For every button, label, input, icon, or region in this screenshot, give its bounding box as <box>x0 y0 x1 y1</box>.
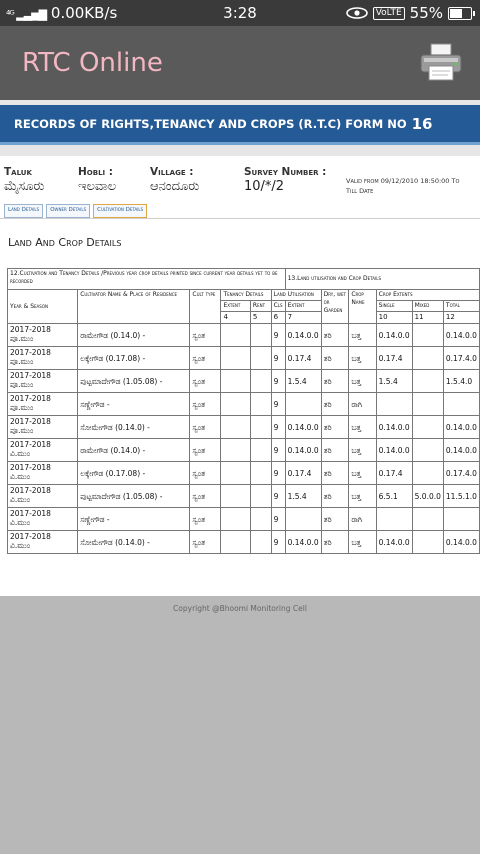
tenancy-extent-cell <box>221 439 250 462</box>
col-single: Single <box>376 301 412 312</box>
cultivator-cell: ಲಕ್ಕೇಗೌಡ (0.17.08) - <box>78 347 190 370</box>
season-text: ವಿ.ಮುಂ <box>10 472 31 481</box>
extent-cell: 1.5.4 <box>285 485 321 508</box>
year-season-cell <box>8 393 78 416</box>
section-title: Land And Crop Details <box>8 236 122 249</box>
hobli-block <box>78 166 116 194</box>
record-info <box>4 166 480 206</box>
battery-icon <box>448 7 472 20</box>
single-cell <box>376 508 412 531</box>
season-text: ವಿ.ಮುಂ <box>10 518 31 527</box>
tab-owner-details[interactable]: Owner Details <box>46 204 90 218</box>
extent-cell <box>285 508 321 531</box>
season-text: ವಿ.ಮುಂ <box>10 495 31 504</box>
col-extent-2: Extent <box>285 301 321 312</box>
extent-cell: 1.5.4 <box>285 370 321 393</box>
crop-name-cell: ಬತ್ತ <box>349 462 376 485</box>
dry-wet-cell: ತರಿ <box>321 370 349 393</box>
crop-name-cell: ರಾಗಿ <box>349 508 376 531</box>
detail-tabs <box>4 204 147 218</box>
rent-cell <box>250 531 271 554</box>
col-cultivator <box>78 290 190 324</box>
col-num: 4 <box>221 312 250 324</box>
cultivator-cell: ಸೋಮೇಗೌಡ (0.14.0) - <box>78 531 190 554</box>
season-text: ಪೂ.ಮುಂ <box>10 403 34 412</box>
total-cell: 0.14.0.0 <box>443 531 479 554</box>
extent-cell: 0.14.0.0 <box>285 324 321 347</box>
tab-cultivation-details[interactable]: Cultivation Details <box>93 204 147 218</box>
year-season-cell <box>8 324 78 347</box>
dry-wet-label: Dry, wet or Garden <box>323 291 346 314</box>
tenancy-extent-cell <box>221 531 250 554</box>
rent-cell <box>250 508 271 531</box>
cult-type-cell: ಸ್ವಂತ <box>190 508 221 531</box>
rent-cell <box>250 347 271 370</box>
total-cell <box>443 393 479 416</box>
tenancy-header: Tenancy Details <box>221 290 271 301</box>
col-cls: Cls <box>271 301 285 312</box>
season-text: ಪೂ.ಮುಂ <box>10 426 34 435</box>
dry-wet-cell: ತರಿ <box>321 416 349 439</box>
crop-name-cell: ಬತ್ತ <box>349 416 376 439</box>
year-text: 2017-2018 <box>10 532 51 541</box>
app-background <box>0 596 480 854</box>
crop-extents-header: Crop Extents <box>376 290 479 301</box>
extent-cell: 0.17.4 <box>285 347 321 370</box>
status-icons <box>346 4 472 22</box>
rent-cell <box>250 324 271 347</box>
single-cell: 0.17.4 <box>376 347 412 370</box>
survey-value: 10/*/2 <box>244 179 285 194</box>
app-bar <box>0 26 480 100</box>
dry-wet-cell: ತರಿ <box>321 485 349 508</box>
total-cell: 0.17.4.0 <box>443 462 479 485</box>
table-body <box>8 324 480 554</box>
village-value: ಆನಂದೂರು <box>150 179 200 194</box>
extent-cell: 0.17.4 <box>285 462 321 485</box>
col-mixed: Mixed <box>412 301 443 312</box>
app-title: RTC Online <box>22 48 163 78</box>
validity-block <box>346 176 459 196</box>
tenancy-extent-cell <box>221 416 250 439</box>
total-cell: 0.14.0.0 <box>443 439 479 462</box>
table-header-row <box>8 269 480 290</box>
tabs-divider <box>0 218 480 219</box>
mixed-cell <box>412 347 443 370</box>
eye-icon <box>346 7 368 19</box>
hobli-label: Hobli : <box>78 166 113 178</box>
form-banner <box>0 105 480 145</box>
single-cell: 6.5.1 <box>376 485 412 508</box>
mixed-cell <box>412 439 443 462</box>
dry-wet-cell: ತರಿ <box>321 324 349 347</box>
land-crop-table <box>7 268 480 554</box>
table-row <box>8 462 480 485</box>
taluk-label: Taluk <box>4 166 32 178</box>
table-header-row <box>8 290 480 301</box>
crop-name-cell: ರಾಗಿ <box>349 393 376 416</box>
single-cell <box>376 393 412 416</box>
cls-cell: 9 <box>271 439 285 462</box>
mixed-cell <box>412 393 443 416</box>
single-cell: 0.17.4 <box>376 462 412 485</box>
survey-block <box>244 166 326 194</box>
col-year-season <box>8 290 78 324</box>
dry-wet-cell: ತರಿ <box>321 531 349 554</box>
single-cell: 0.14.0.0 <box>376 531 412 554</box>
mixed-cell <box>412 462 443 485</box>
table-row <box>8 370 480 393</box>
clock: 3:28 <box>223 4 257 22</box>
col-num: 10 <box>376 312 412 324</box>
tenancy-extent-cell <box>221 462 250 485</box>
crop-name-cell: ಬತ್ತ <box>349 324 376 347</box>
tenancy-extent-cell <box>221 370 250 393</box>
extent-cell: 0.14.0.0 <box>285 416 321 439</box>
cls-cell: 9 <box>271 531 285 554</box>
table-row <box>8 531 480 554</box>
form-number: 16 <box>411 114 433 133</box>
total-cell: 0.14.0.0 <box>443 416 479 439</box>
col-num: 5 <box>250 312 271 324</box>
col-num: 11 <box>412 312 443 324</box>
village-block <box>150 166 199 194</box>
mixed-cell <box>412 531 443 554</box>
hobli-value: ಇಲವಾಲ <box>78 179 117 194</box>
cls-cell: 9 <box>271 347 285 370</box>
network-speed: 0.00KB/s <box>50 4 118 22</box>
tenancy-extent-cell <box>221 324 250 347</box>
cult-type-cell: ಸ್ವಂತ <box>190 416 221 439</box>
crop-name-cell: ಬತ್ತ <box>349 370 376 393</box>
battery-percent: 55% <box>409 4 443 22</box>
year-text: 2017-2018 <box>10 509 51 518</box>
cultivator-cell: ಸಣ್ಣೇಗೌಡ - <box>78 508 190 531</box>
table-row <box>8 508 480 531</box>
season-text: ಪೂ.ಮುಂ <box>10 380 34 389</box>
dry-wet-cell: ತರಿ <box>321 347 349 370</box>
cls-cell: 9 <box>271 370 285 393</box>
rent-cell <box>250 439 271 462</box>
crop-name-cell: ಬತ್ತ <box>349 531 376 554</box>
table-row <box>8 324 480 347</box>
dry-wet-cell: ತರಿ <box>321 393 349 416</box>
dry-wet-cell: ತರಿ <box>321 439 349 462</box>
rent-cell <box>250 462 271 485</box>
cult-type-label: Cult type <box>192 291 216 298</box>
cult-type-cell: ಸ್ವಂತ <box>190 324 221 347</box>
year-text: 2017-2018 <box>10 463 51 472</box>
year-text: 2017-2018 <box>10 325 51 334</box>
cultivator-cell: ಸೋಮೇಗೌಡ (0.14.0) - <box>78 416 190 439</box>
cult-type-cell: ಸ್ವಂತ <box>190 370 221 393</box>
col-dry-wet <box>321 290 349 324</box>
cultivator-cell: ಸಣ್ಣೇಗೌಡ - <box>78 393 190 416</box>
col-num: 6 <box>271 312 285 324</box>
year-season-label: Year & Season <box>10 302 48 310</box>
cult-type-cell: ಸ್ವಂತ <box>190 462 221 485</box>
rent-cell <box>250 393 271 416</box>
crop-name-cell: ಬತ್ತ <box>349 485 376 508</box>
cultivation-tenancy-header: 12.Cultivation and Tenancy Details /Previous year crop details printed since current year details yet to be recorded <box>8 269 286 290</box>
crop-name-label: Crop Name <box>351 291 365 306</box>
table-row <box>8 416 480 439</box>
season-text: ಪೂ.ಮುಂ <box>10 357 34 366</box>
year-season-cell <box>8 416 78 439</box>
table-row <box>8 347 480 370</box>
col-num: 7 <box>285 312 321 324</box>
cls-cell: 9 <box>271 393 285 416</box>
single-cell: 0.14.0.0 <box>376 416 412 439</box>
year-text: 2017-2018 <box>10 417 51 426</box>
mixed-cell <box>412 370 443 393</box>
form-banner-text: RECORDS OF RIGHTS,TENANCY AND CROPS (R.T.C) FORM NO <box>14 116 407 131</box>
mixed-cell <box>412 324 443 347</box>
cult-type-cell: ಸ್ವಂತ <box>190 393 221 416</box>
tenancy-extent-cell <box>221 393 250 416</box>
year-text: 2017-2018 <box>10 371 51 380</box>
cultivator-cell: ಪುಟ್ಟಮಾದೇಗೌಡ (1.05.08) - <box>78 370 190 393</box>
year-season-cell <box>8 370 78 393</box>
single-cell: 1.5.4 <box>376 370 412 393</box>
crop-name-cell: ಬತ್ತ <box>349 347 376 370</box>
valid-till: Till Date <box>346 187 374 195</box>
tenancy-extent-cell <box>221 347 250 370</box>
col-extent: Extent <box>221 301 250 312</box>
season-text: ವಿ.ಮುಂ <box>10 449 31 458</box>
dry-wet-cell: ತರಿ <box>321 508 349 531</box>
tab-land-details[interactable]: Land Details <box>4 204 43 218</box>
year-season-cell <box>8 531 78 554</box>
cultivator-cell: ರಾಮೇಗೌಡ (0.14.0) - <box>78 439 190 462</box>
year-text: 2017-2018 <box>10 486 51 495</box>
signal-icon: ⁴ᴳ ▂▃▅▇ <box>6 8 47 21</box>
taluk-block <box>4 166 44 194</box>
total-cell: 0.14.0.0 <box>443 324 479 347</box>
cultivator-cell: ರಾಮೇಗೌಡ (0.14.0) - <box>78 324 190 347</box>
battery-fill <box>450 9 462 18</box>
cult-type-cell: ಸ್ವಂತ <box>190 485 221 508</box>
cls-cell: 9 <box>271 324 285 347</box>
cult-type-cell: ಸ್ವಂತ <box>190 531 221 554</box>
cult-type-cell: ಸ್ವಂತ <box>190 347 221 370</box>
copyright-text: Copyright @Bhoomi Monitoring Cell <box>173 604 307 613</box>
cls-cell: 9 <box>271 462 285 485</box>
total-cell: 11.5.1.0 <box>443 485 479 508</box>
year-season-cell <box>8 462 78 485</box>
single-cell: 0.14.0.0 <box>376 439 412 462</box>
col-total: Total <box>443 301 479 312</box>
col-cult-type <box>190 290 221 324</box>
year-text: 2017-2018 <box>10 348 51 357</box>
total-cell: 0.17.4.0 <box>443 347 479 370</box>
extent-cell: 0.14.0.0 <box>285 439 321 462</box>
valid-from: Valid from 09/12/2010 18:50:00 To <box>346 177 460 185</box>
tenancy-extent-cell <box>221 508 250 531</box>
col-crop-name <box>349 290 376 324</box>
table-row <box>8 393 480 416</box>
dry-wet-cell: ತರಿ <box>321 462 349 485</box>
mixed-cell <box>412 416 443 439</box>
season-text: ವಿ.ಮುಂ <box>10 541 31 550</box>
total-cell: 1.5.4.0 <box>443 370 479 393</box>
year-text: 2017-2018 <box>10 440 51 449</box>
extent-cell: 0.14.0.0 <box>285 531 321 554</box>
year-season-cell <box>8 347 78 370</box>
cls-cell: 9 <box>271 508 285 531</box>
cultivator-label: Cultivator Name & Place of Residence <box>80 291 178 298</box>
extent-cell <box>285 393 321 416</box>
mixed-cell: 5.0.0.0 <box>412 485 443 508</box>
land-util-header: Land Utilisation <box>271 290 321 301</box>
table-row <box>8 485 480 508</box>
tenancy-extent-cell <box>221 485 250 508</box>
village-label: Village : <box>150 166 194 178</box>
cls-cell: 9 <box>271 485 285 508</box>
year-season-cell <box>8 508 78 531</box>
printer-icon[interactable] <box>418 42 464 82</box>
rent-cell <box>250 485 271 508</box>
year-season-cell <box>8 485 78 508</box>
year-text: 2017-2018 <box>10 394 51 403</box>
col-rent: Rent <box>250 301 271 312</box>
mixed-cell <box>412 508 443 531</box>
banner-container <box>0 100 480 156</box>
crop-name-cell: ಬತ್ತ <box>349 439 376 462</box>
rent-cell <box>250 370 271 393</box>
land-utilisation-header: 13.Land utilisation and Crop Details <box>285 269 479 290</box>
taluk-value: ಮೈಸೂರು <box>4 179 45 194</box>
volte-badge: VoLTE <box>373 7 405 20</box>
year-season-cell <box>8 439 78 462</box>
col-num: 12 <box>443 312 479 324</box>
table-row <box>8 439 480 462</box>
rtc-web-view[interactable] <box>0 100 480 596</box>
total-cell <box>443 508 479 531</box>
season-text: ಪೂ.ಮುಂ <box>10 334 34 343</box>
single-cell: 0.14.0.0 <box>376 324 412 347</box>
status-bar <box>0 0 480 26</box>
cls-cell: 9 <box>271 416 285 439</box>
rent-cell <box>250 416 271 439</box>
cultivator-cell: ಲಕ್ಕೇಗೌಡ (0.17.08) - <box>78 462 190 485</box>
cultivator-cell: ಪುಟ್ಟಮಾದೇಗೌಡ (1.05.08) - <box>78 485 190 508</box>
cult-type-cell: ಸ್ವಂತ <box>190 439 221 462</box>
survey-label: Survey Number : <box>244 166 327 178</box>
